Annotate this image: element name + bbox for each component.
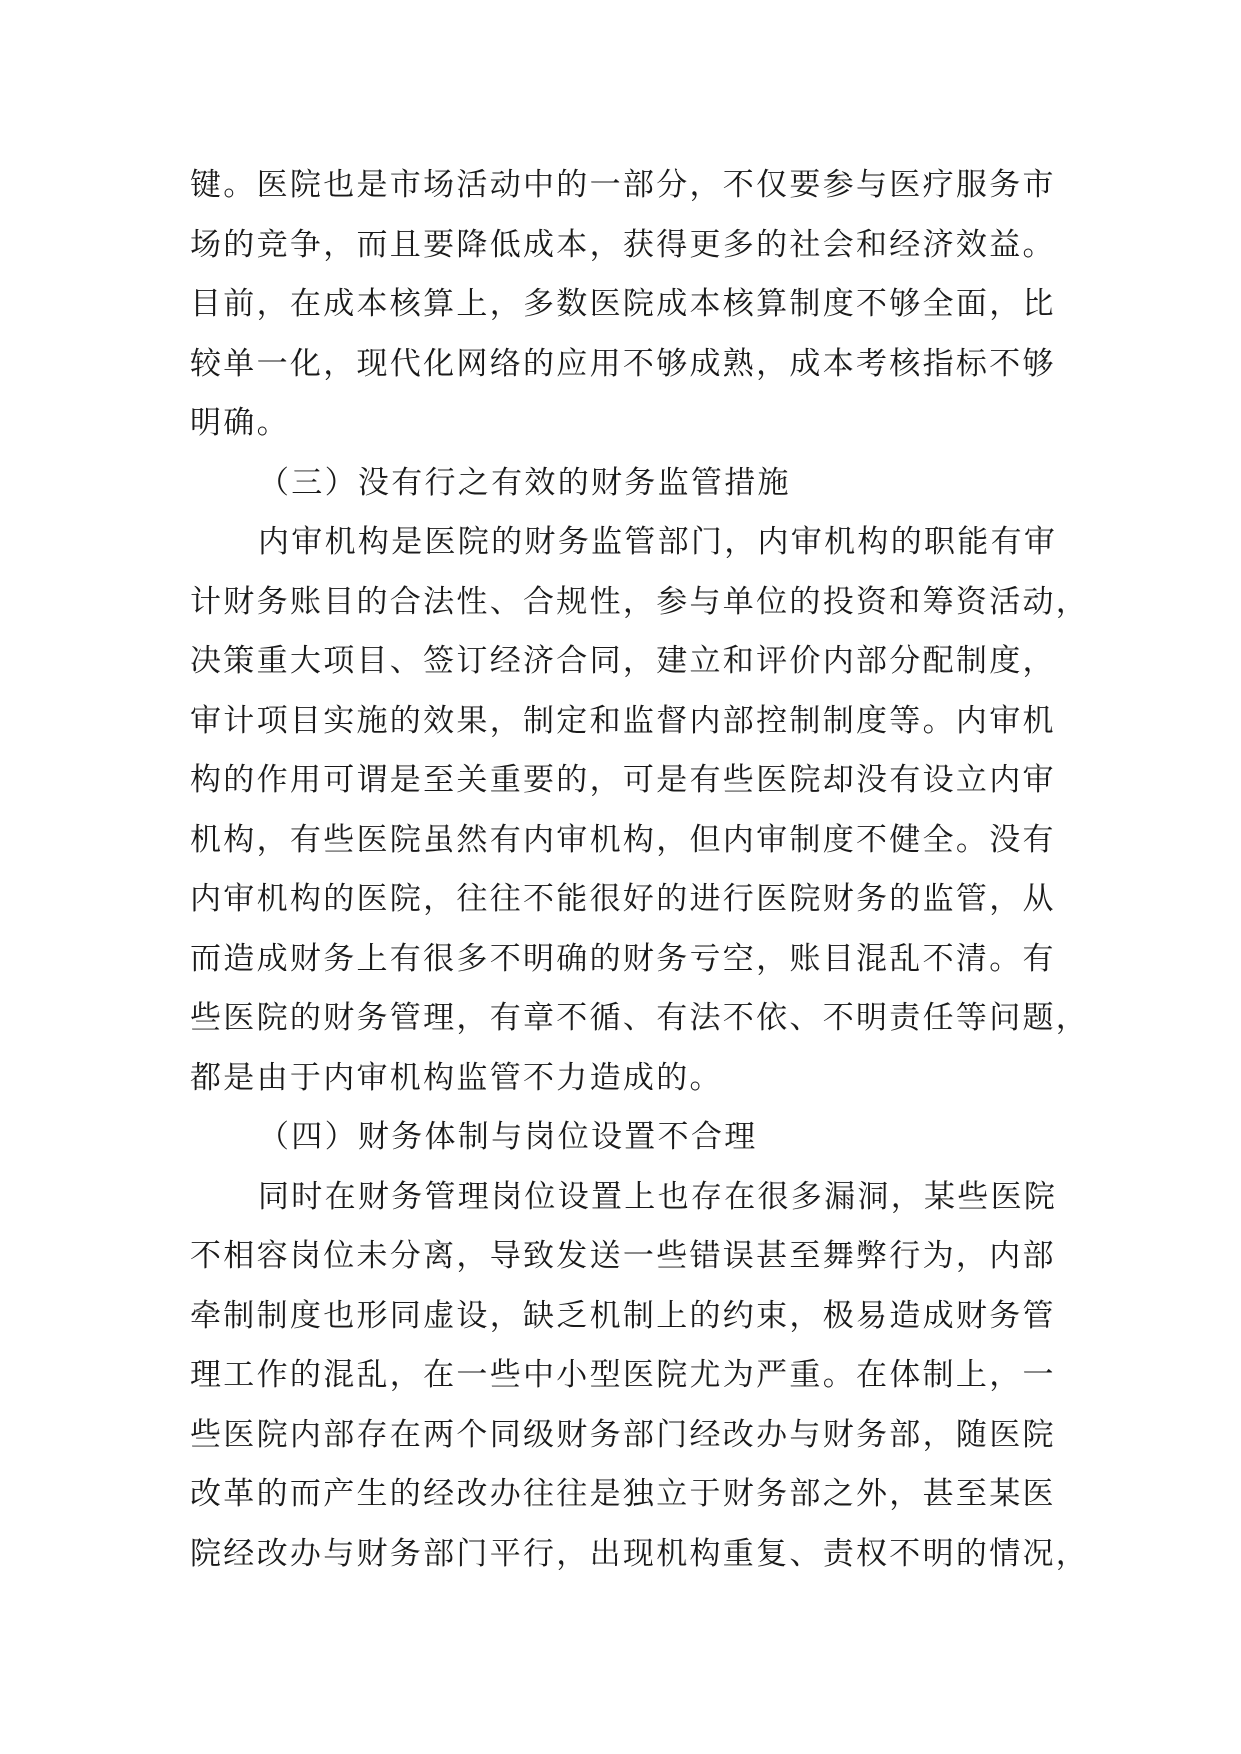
paragraph-first-line: 同时在财务管理岗位设置上也存在很多漏洞，某些医院 — [258, 1178, 1058, 1215]
paragraph-line: 理工作的混乱，在一些中小型医院尤为严重。在体制上，一 — [190, 1357, 1056, 1393]
paragraph-first-line: 内审机构是医院的财务监管部门，内审机构的职能有审 — [258, 524, 1058, 560]
paragraph-line: 明确。 — [190, 405, 290, 441]
paragraph-line: 牵制制度也形同虚设，缺乏机制上的约束，极易造成财务管 — [190, 1297, 1056, 1334]
paragraph-line: 院经改办与财务部门平行，出现机构重复、责权不明的情况， — [190, 1535, 1090, 1572]
paragraph-line: 改革的而产生的经改办往往是独立于财务部之外，甚至某医 — [190, 1476, 1056, 1512]
paragraph-line: 不相容岗位未分离，导致发送一些错误甚至舞弊行为，内部 — [190, 1238, 1056, 1274]
paragraph-line: 决策重大项目、签订经济合同，建立和评价内部分配制度， — [190, 643, 1056, 679]
section-heading: （四）财务体制与岗位设置不合理 — [258, 1119, 758, 1155]
paragraph-line: 些医院的财务管理，有章不循、有法不依、不明责任等问题， — [190, 1000, 1090, 1036]
paragraph-line: 机构，有些医院虽然有内审机构，但内审制度不健全。没有 — [190, 821, 1056, 858]
paragraph-line: 场的竞争，而且要降低成本，获得更多的社会和经济效益。 — [190, 226, 1056, 263]
paragraph-line: 目前，在成本核算上，多数医院成本核算制度不够全面，比 — [190, 286, 1056, 322]
body-text — [190, 156, 1090, 1584]
paragraph-line: 审计项目实施的效果，制定和监督内部控制制度等。内审机 — [190, 702, 1056, 739]
paragraph-line: 内审机构的医院，往往不能很好的进行医院财务的监管，从 — [190, 881, 1056, 917]
section-heading: （三）没有行之有效的财务监管措施 — [258, 464, 791, 501]
paragraph-line: 而造成财务上有很多不明确的财务亏空，账目混乱不清。有 — [190, 940, 1056, 977]
paragraph-line: 计财务账目的合法性、合规性，参与单位的投资和筹资活动， — [190, 583, 1090, 620]
paragraph-line: 都是由于内审机构监管不力造成的。 — [190, 1059, 723, 1096]
paragraph-line: 键。医院也是市场活动中的一部分，不仅要参与医疗服务市 — [190, 167, 1056, 203]
paragraph-line: 些医院内部存在两个同级财务部门经改办与财务部，随医院 — [190, 1416, 1056, 1453]
paragraph-line: 构的作用可谓是至关重要的，可是有些医院却没有设立内审 — [190, 762, 1056, 798]
paragraph-line: 较单一化，现代化网络的应用不够成熟，成本考核指标不够 — [190, 345, 1056, 382]
